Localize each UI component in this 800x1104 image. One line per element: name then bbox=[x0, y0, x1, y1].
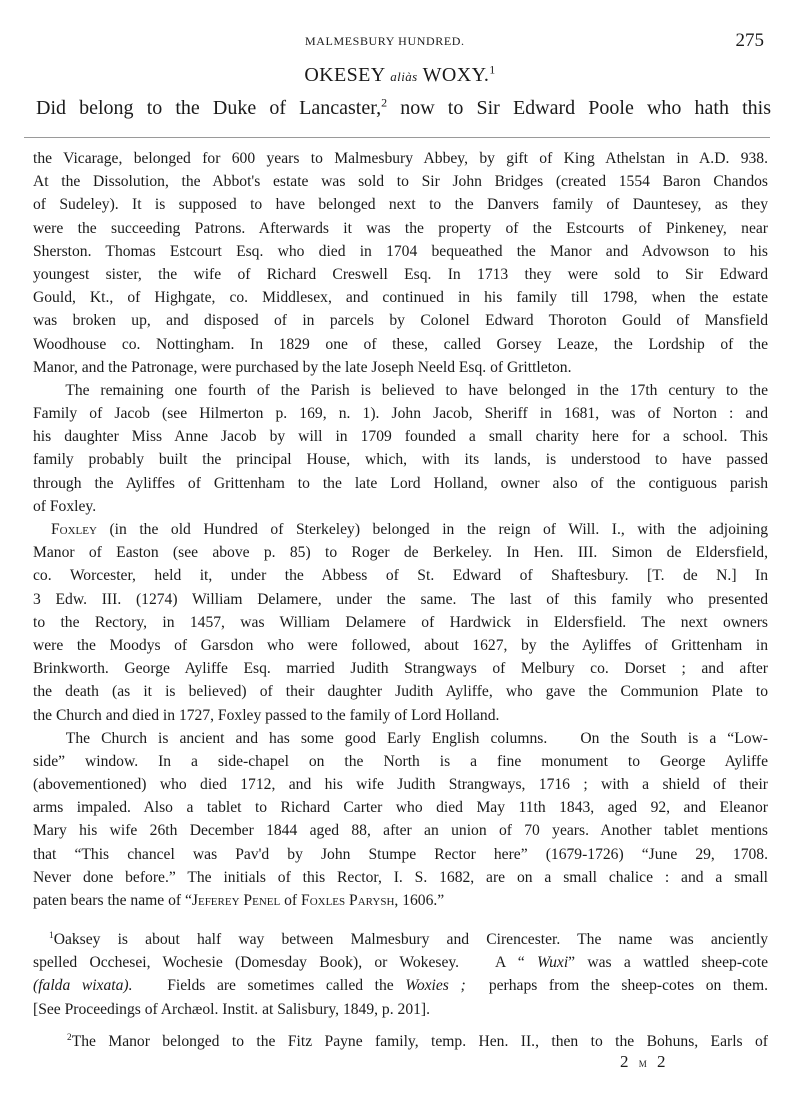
lead-text-after: now to Sir Edward Poole who hath this bbox=[387, 97, 772, 119]
text-line: was broken up, and disposed of in parcels by Colonel Edward Thoroton Gould of Mansfield bbox=[33, 312, 768, 330]
text-line: Brinkworth. George Ayliffe Esq. married Judith Strangways of Melbury co. Dorset ; and after bbox=[33, 660, 768, 678]
text-fragment: (in the old Hundred of Sterkeley) belonged in the reign of Will. I., with the adjoining bbox=[96, 521, 768, 538]
footnote-line bbox=[33, 1030, 768, 1053]
italic-term: (falda wixata). bbox=[33, 977, 133, 995]
text-line: of Sudeley). It is supposed to have belonged next to the Danvers family of Dauntesey, as they bbox=[33, 196, 768, 214]
text-line: to the Rectory, in 1457, was William Delamere of Hardwick in Eldersfield. The next owners bbox=[33, 613, 768, 631]
paragraph-church bbox=[33, 727, 768, 913]
text-line: side” window. In a side-chapel on the North is a fine monument to George Ayliffe bbox=[33, 752, 768, 770]
text-line: the death (as it is believed) of their daughter Judith Ayliffe, who gave the Communion Plate to bbox=[33, 683, 768, 701]
footnote-ref-2[interactable]: 2 bbox=[381, 95, 388, 110]
signature-number: 2 bbox=[657, 1052, 669, 1071]
text-fragment: ” was a wattled sheep-cote bbox=[568, 954, 768, 972]
divider-rule bbox=[24, 137, 770, 138]
foxley-heading: Foxley bbox=[51, 521, 97, 538]
text-line: Manor of Easton (see above p. 85) to Roger de Berkeley. In Hen. III. Simon de Eldersfield, bbox=[33, 544, 768, 562]
page-number: 275 bbox=[735, 30, 764, 51]
footnote-1 bbox=[33, 928, 768, 1021]
text-line: were the succeeding Patrons. Afterwards it was the property of the Estcourts of Pinkeney, near bbox=[33, 219, 768, 237]
text-fragment: Oaksey is about half way between Malmesbury and Cirencester. The name was anciently bbox=[53, 931, 768, 948]
paragraph-foxley bbox=[33, 518, 768, 727]
footnote-marker: 1 bbox=[49, 930, 54, 941]
text-line: Never done before.” The initials of this Rector, I. S. 1682, are on a small chalice : and a small bbox=[33, 868, 768, 886]
footnote-ref-1[interactable]: 1 bbox=[489, 62, 496, 77]
text-line: The remaining one fourth of the Parish is believed to have belonged in the 17th century to the bbox=[33, 381, 768, 399]
text-line: through the Ayliffes of Grittenham to the late Lord Holland, owner also of the contiguous parish bbox=[33, 474, 768, 492]
text-line bbox=[33, 518, 768, 541]
paragraph-jacob-family bbox=[33, 379, 768, 518]
text-fragment: of bbox=[280, 892, 302, 909]
text-line: Mary his wife 26th December 1844 aged 88, after an union of 70 years. Another tablet mentions bbox=[33, 822, 768, 840]
text-fragment: The Manor belonged to the Fitz Payne family, temp. Hen. II., then to the Bohuns, Earls of bbox=[71, 1033, 768, 1050]
text-line: the Church and died in 1727, Foxley passed to the family of Lord Holland. bbox=[33, 706, 500, 724]
text-line: family probably built the principal House, which, with its lands, is understood to have passed bbox=[33, 451, 768, 469]
italic-term: Woxies ; bbox=[405, 977, 466, 995]
text-line: 3 Edw. III. (1274) William Delamere, under the same. The last of this family who presented bbox=[33, 590, 768, 608]
footnote-2 bbox=[33, 1030, 768, 1053]
running-head-title: MALMESBURY HUNDRED. bbox=[305, 34, 465, 48]
footnote-line bbox=[33, 951, 768, 974]
text-line: (abovementioned) who died 1712, and his wife Judith Strangways, 1716 ; with a shield of their bbox=[33, 776, 768, 794]
footnote-line bbox=[33, 974, 768, 997]
text-line: co. Worcester, held it, under the Abbess of St. Edward of Shaftesbury. [T. de N.] In bbox=[33, 567, 768, 585]
main-text bbox=[33, 147, 768, 912]
lead-text-before: Did belong to the Duke of Lancaster, bbox=[36, 97, 382, 119]
text-line: that “This chancel was Pav'd by John Stumpe Rector here” (1679-1726) “June 29, 1708. bbox=[33, 845, 768, 863]
inscription-name: Jeferey Penel bbox=[191, 892, 281, 909]
text-line bbox=[33, 889, 768, 912]
italic-term: Wuxi bbox=[536, 954, 569, 972]
text-fragment: spelled Occhesei, Wochesie (Domesday Book), or Wokesey. A “ bbox=[33, 954, 537, 972]
text-fragment: perhaps from the sheep-cotes on them. bbox=[465, 977, 768, 995]
inscription-place: Foxles Parysh bbox=[301, 892, 395, 909]
signature-letter: m bbox=[638, 1055, 650, 1070]
text-line: Sherston. Thomas Estcourt Esq. who died in 1704 bequeathed the Manor and Advowson to his bbox=[33, 242, 768, 260]
text-line: were the Moodys of Garsdon who were followed, about 1627, by the Ayliffes of Grittenham in bbox=[33, 636, 768, 654]
text-fragment: , 1606.” bbox=[394, 892, 445, 909]
running-head bbox=[0, 31, 800, 53]
text-line: of Foxley. bbox=[33, 497, 97, 515]
section-title-alias: aliàs bbox=[390, 69, 418, 84]
section-title-alt-name: WOXY. bbox=[422, 64, 490, 86]
text-line: The Church is ancient and has some good Early English columns. On the South is a “Low- bbox=[33, 729, 768, 747]
signature-number: 2 bbox=[620, 1052, 632, 1071]
footnote-marker: 2 bbox=[67, 1032, 72, 1043]
signature-mark bbox=[620, 1052, 669, 1072]
text-line: Family of Jacob (see Hilmerton p. 169, n. 1). John Jacob, Sheriff in 1681, was of Norton : and bbox=[33, 405, 768, 423]
footnote-line: [See Proceedings of Archæol. Instit. at Salisbury, 1849, p. 201]. bbox=[33, 1000, 431, 1018]
text-line: Gould, Kt., of Highgate, co. Middlesex, and continued in his family till 1798, when the estate bbox=[33, 289, 768, 307]
text-line: the Vicarage, belonged for 600 years to Malmesbury Abbey, by gift of King Athelstan in A.D. 938. bbox=[33, 150, 768, 167]
text-line: At the Dissolution, the Abbot's estate was sold to Sir John Bridges (created 1554 Baron Chandos bbox=[33, 173, 768, 191]
text-line: arms impaled. Also a tablet to Richard Carter who died May 11th 1843, aged 92, and Eleanor bbox=[33, 799, 768, 817]
text-line: his daughter Miss Anne Jacob by will in 1709 founded a small charity here for a school. This bbox=[33, 428, 768, 446]
section-title-name: OKESEY bbox=[304, 64, 385, 86]
section-title bbox=[0, 64, 800, 87]
text-line: youngest sister, the wife of Richard Creswell Esq. In 1713 they were sold to Sir Edward bbox=[33, 265, 768, 283]
text-fragment: Fields are sometimes called the bbox=[132, 977, 406, 995]
footnote-line bbox=[33, 928, 768, 951]
lead-sentence bbox=[36, 97, 771, 120]
text-line: Woodhouse co. Nottingham. In 1829 one of these, called Gorsey Leaze, the Lordship of the bbox=[33, 335, 768, 353]
text-line: Manor, and the Patronage, were purchased by the late Joseph Neeld Esq. of Grittleton. bbox=[33, 358, 572, 376]
paragraph-vicarage-history bbox=[33, 147, 768, 379]
text-fragment: paten bears the name of “ bbox=[33, 892, 192, 909]
